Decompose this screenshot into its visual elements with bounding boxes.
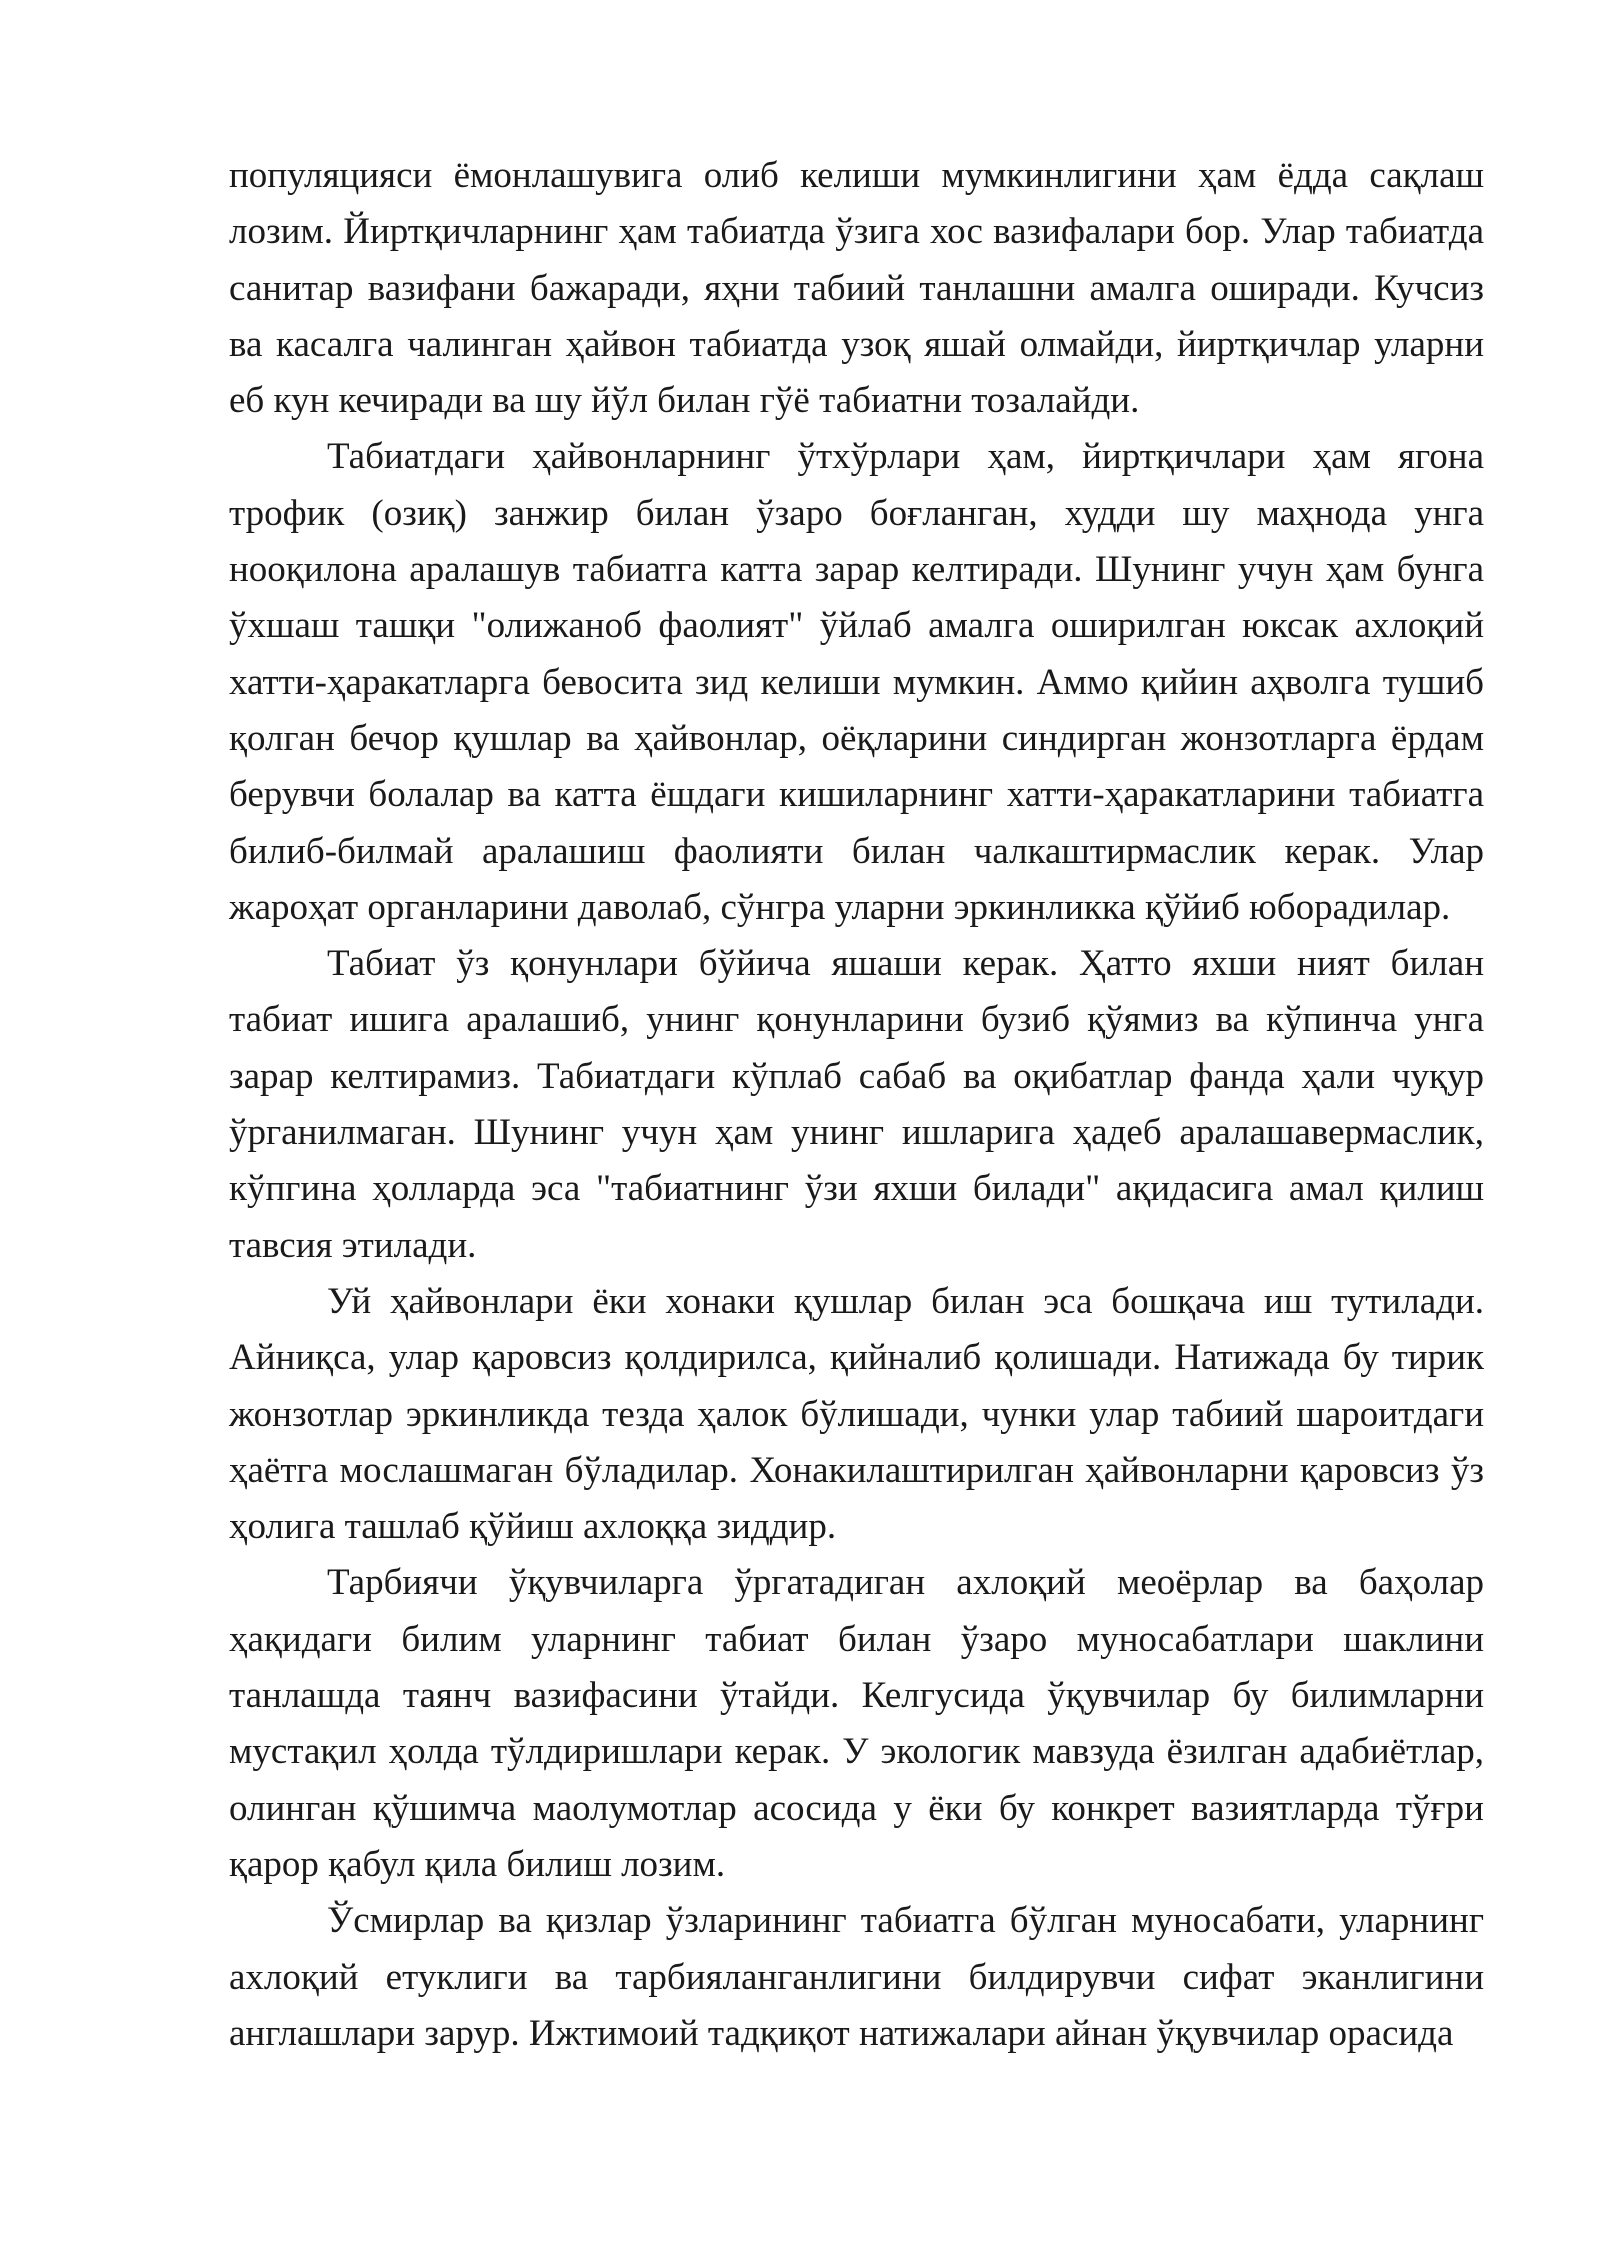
- paragraph-1: популяцияси ёмонлашувига олиб келиши мумкинлигини ҳам ёдда сақлаш лозим. Йиртқичларнинг ҳам табиатда ўзига хос вазифалари бор. Улар табиатда санитар вазифани бажаради, яҳни табиий танлашни амалга оширади. Кучсиз ва касалга чалинган ҳайвон табиатда узоқ яшай олмайди, йиртқичлар уларни еб кун кечиради ва шу йўл билан гўё табиатни тозалайди.: [229, 155, 1484, 422]
- paragraph-5: Тарбиячи ўқувчиларга ўргатадиган ахлоқий меоёрлар ва баҳолар ҳақидаги билим уларнинг табиат билан ўзаро муносабатлари шаклини танлашда таянч вазифасини ўтайди. Келгусида ўқувчилар бу билимларни мустақил ҳолда тўлдиришлари керак. У экологик мавзуда ёзилган адабиётлар, олинган қўшимча маолумотлар асосида у ёки бу конкрет вазиятларда тўғри қарор қабул қила билиш лозим.: [229, 1562, 1484, 1885]
- paragraph-6: Ўсмирлар ва қизлар ўзларининг табиатга бўлган муносабати, уларнинг ахлоқий етуклиги ва тарбияланганлигини билдирувчи сифат эканлигини англашлари зарур. Ижтимоий тадқиқот натижалари айнан ўқувчилар орасида: [229, 1900, 1484, 2054]
- paragraph-3: Табиат ўз қонунлари бўйича яшаши керак. Ҳатто яхши ният билан табиат ишига аралашиб, унинг қонунларини бузиб қўямиз ва кўпинча унга зарар келтирамиз. Табиатдаги кўплаб сабаб ва оқибатлар фанда ҳали чуқур ўрганилмаган. Шунинг учун ҳам унинг ишларига ҳадеб аралашавермаслик, кўпгина ҳолларда эса "табиатнинг ўзи яхши билади" ақидасига амал қилиш тавсия этилади.: [229, 943, 1484, 1266]
- paragraph-4: Уй ҳайвонлари ёки хонаки қушлар билан эса бошқача иш тутилади. Айниқса, улар қаровсиз қолдирилса, қийналиб қолишади. Натижада бу тирик жонзотлар эркинликда тезда ҳалок бўлишади, чунки улар табиий шароитдаги ҳаётга мослашмаган бўладилар. Хонакилаштирилган ҳайвонларни қаровсиз ўз ҳолига ташлаб қўйиш ахлоққа зиддир.: [229, 1280, 1484, 1548]
- document-body: [229, 148, 1484, 2062]
- paragraph-2: Табиатдаги ҳайвонларнинг ўтхўрлари ҳам, йиртқичлари ҳам ягона трофик (озиқ) занжир билан ўзаро боғланган, худди шу маҳнода унга нооқилона аралашув табиатга катта зарар келтиради. Шунинг учун ҳам бунга ўхшаш ташқи "олижаноб фаолият" ўйлаб амалга оширилган юксак ахлоқий хатти-ҳаракатларга бевосита зид келиши мумкин. Аммо қийин аҳволга тушиб қолган бечор қушлар ва ҳайвонлар, оёқларини синдирган жонзотларга ёрдам берувчи болалар ва катта ёшдаги кишиларнинг хатти-ҳаракатларини табиатга билиб-билмай аралашиш фаолияти билан чалкаштирмаслик керак. Улар жароҳат органларини даволаб, сўнгра уларни эркинликка қўйиб юборадилар.: [229, 436, 1484, 928]
